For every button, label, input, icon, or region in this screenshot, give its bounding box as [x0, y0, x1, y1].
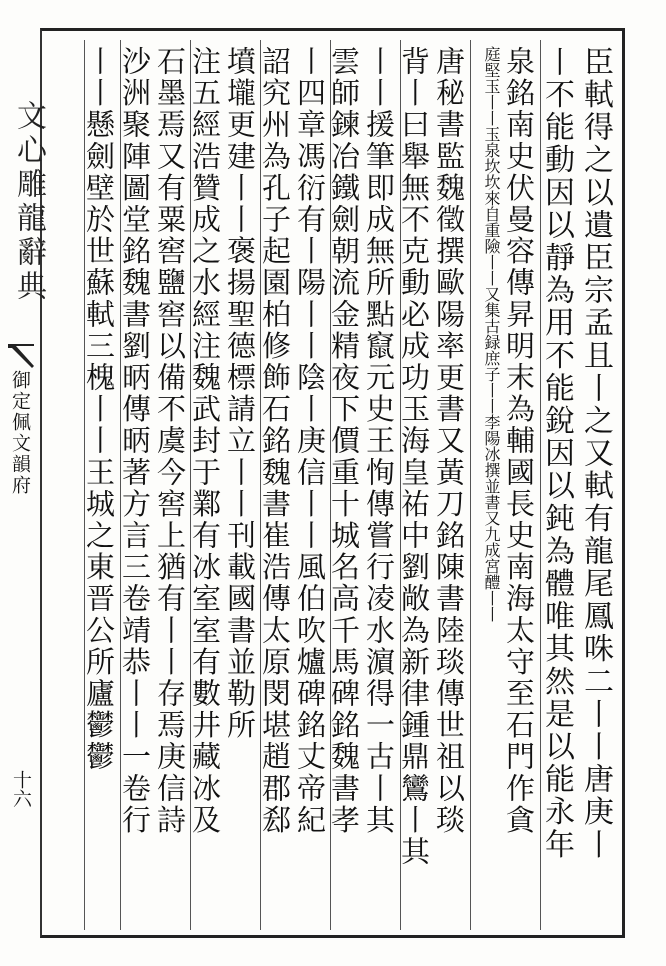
fish-tail-mark-icon: [6, 340, 36, 370]
text-column: [327, 40, 364, 930]
fold-margin: [0, 40, 46, 940]
column-text: 背丨曰舉無不克動必成功玉海皇祐中劉敞為新律鍾鼎鸞丨其: [397, 46, 431, 868]
text-column: [84, 40, 120, 930]
text-column: [470, 40, 504, 930]
text-column: [540, 40, 578, 930]
column-text: 墳壠更建丨丨褒揚聖德標請立丨丨刊載國書並勒所: [223, 46, 257, 742]
book-title: 御定佩文韻府: [9, 370, 31, 496]
column-text: 唐秘書監魏徵撰歐陽率更書又黃刀銘陳書陸琰傳世祖以琰: [432, 46, 466, 836]
column-text: 注五經浩贊成之水經注魏武封于鄴有冰室室有數井藏冰及: [188, 46, 222, 836]
column-text: 沙洲聚陣圖堂銘魏書劉昞傳昞著方言三卷靖恭丨丨一卷行: [118, 46, 152, 836]
column-text: 丨丨懸劍壁於世蘇軾三槐丨丨王城之東晋公所廬鬱鬱: [82, 46, 116, 773]
column-text: 庭堅玉丨丨玉泉坎坎來自重險丨丨又集古録庶子丨丨李陽冰撰並書又九成宮醴丨丨: [482, 46, 501, 622]
text-column: [260, 40, 296, 930]
text-column: [120, 40, 156, 930]
text-column: [190, 40, 226, 930]
column-text: 雲師鍊冶鐵劍朝流金精夜下價重十城名高千馬碑銘魏書孝: [327, 46, 361, 836]
text-column: [223, 40, 260, 930]
page-number: 十六: [10, 770, 32, 808]
text-column: [293, 40, 330, 930]
column-text: 泉銘南史伏曼容傳昇明末為輔國長史南海太守至石門作貪: [502, 46, 536, 836]
column-text: 丨不能動因以靜為用不能銳因以鈍為體唯其然是以能永年: [539, 46, 574, 861]
column-text: 丨丨援筆即成無所點竄元史王恂傳嘗行凌水濵得一古丨其: [362, 46, 396, 836]
text-column: [397, 40, 434, 930]
text-column: [364, 40, 400, 930]
text-column: [504, 40, 540, 930]
column-text: 石墨焉又有粟窖鹽窖以備不虞今窖上猶有丨丨存焉庚信詩: [153, 46, 187, 836]
text-column: [578, 40, 618, 930]
text-column: [153, 40, 190, 930]
column-text: 詔究州為孔子起園柏修飾石銘魏書崔浩傳太原閔堪趙郡郄: [258, 46, 292, 836]
fold-title: 文心雕龍辭典: [11, 100, 46, 304]
column-text: 臣軾得之以遺臣宗孟且丨之又軾有龍尾鳳咮二丨丨唐庚丨: [578, 46, 613, 861]
text-column: [434, 40, 470, 930]
column-text: 丨四章馮衍有丨陽丨丨陰丨庚信丨丨風伯吹爐碑銘丈帝紀: [293, 46, 327, 836]
